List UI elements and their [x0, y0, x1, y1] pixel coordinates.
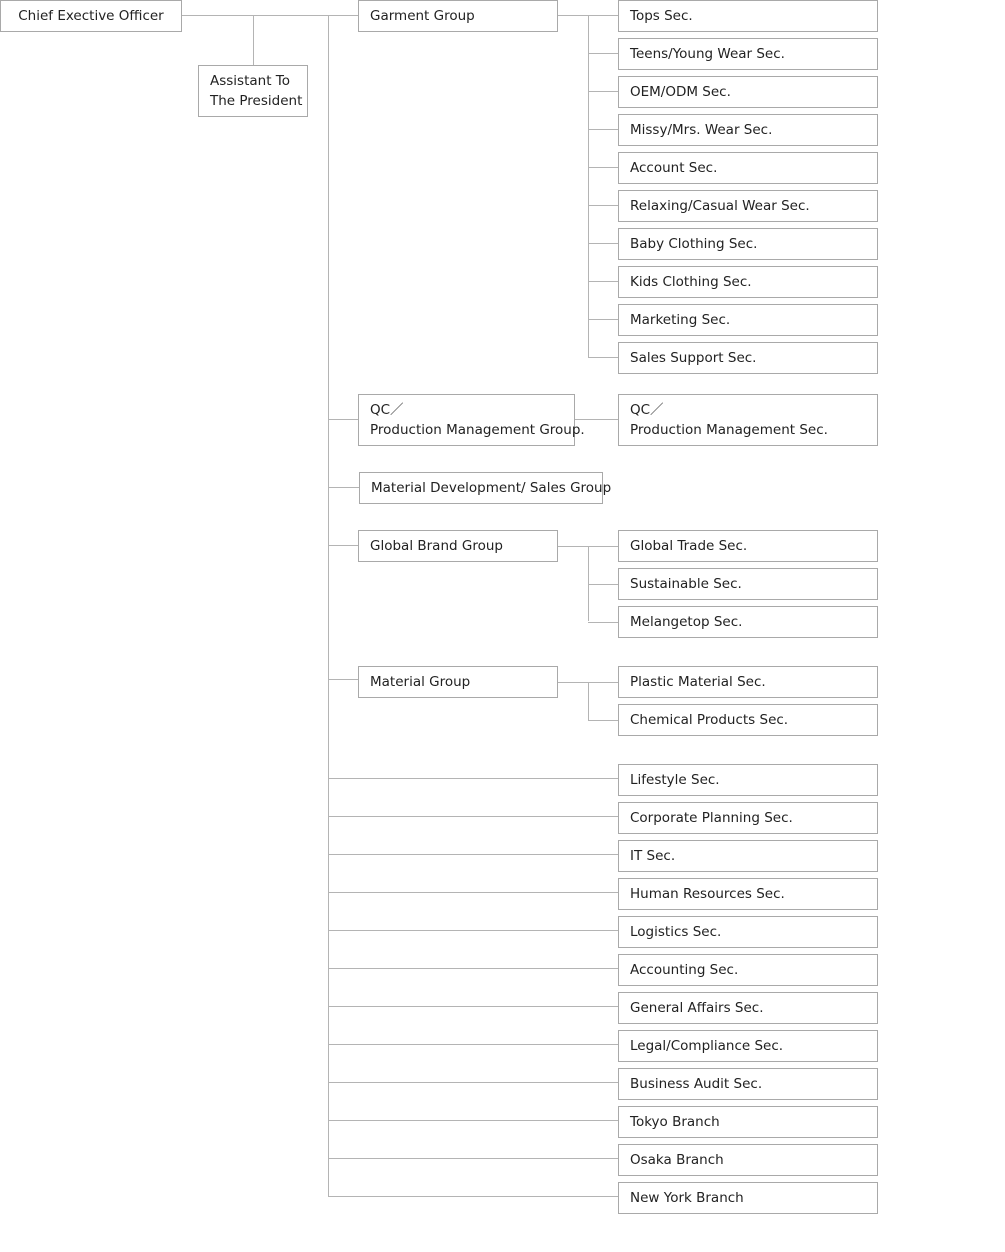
- connector-material-tick: [588, 682, 619, 683]
- connector-garment-tick: [588, 15, 619, 16]
- direct-section-label: General Affairs Sec.: [630, 1000, 764, 1016]
- connector-direct-line: [328, 1006, 619, 1007]
- direct-section-label: Corporate Planning Sec.: [630, 810, 793, 826]
- connector-garment-tick: [588, 357, 619, 358]
- connector-garment-tick: [588, 319, 619, 320]
- assistant-line1: Assistant To: [210, 73, 291, 89]
- direct-section-label: Legal/Compliance Sec.: [630, 1038, 784, 1054]
- connector-ceo-line: [181, 15, 359, 16]
- direct-section-box: [618, 840, 878, 872]
- connector-direct-line: [328, 1120, 619, 1121]
- garment-section-label: Teens/Young Wear Sec.: [630, 46, 785, 62]
- connector-direct-line: [328, 1082, 619, 1083]
- garment-group-label: Garment Group: [370, 8, 475, 24]
- garment-group-box: [358, 0, 558, 32]
- direct-section-box: [618, 954, 878, 986]
- direct-section-label: Business Audit Sec.: [630, 1076, 763, 1092]
- garment-section-box: [618, 38, 878, 70]
- garment-section-label: Account Sec.: [630, 160, 718, 176]
- direct-section-box: [618, 1030, 878, 1062]
- garment-section-label: Missy/Mrs. Wear Sec.: [630, 122, 773, 138]
- connector-direct-line: [328, 892, 619, 893]
- direct-section-label: Tokyo Branch: [630, 1114, 720, 1130]
- global-brand-section-label: Melangetop Sec.: [630, 614, 743, 630]
- global-brand-section-box: [618, 568, 878, 600]
- assistant-box: [198, 65, 308, 117]
- direct-section-box: [618, 1182, 878, 1214]
- qc-section-box: [618, 394, 878, 446]
- connector-direct-line: [328, 1196, 619, 1197]
- garment-section-label: OEM/ODM Sec.: [630, 84, 731, 100]
- garment-section-label: Kids Clothing Sec.: [630, 274, 752, 290]
- direct-section-label: Lifestyle Sec.: [630, 772, 720, 788]
- material-group-box: [358, 666, 558, 698]
- direct-section-box: [618, 1144, 878, 1176]
- direct-section-box: [618, 916, 878, 948]
- direct-section-box: [618, 1106, 878, 1138]
- garment-section-label: Marketing Sec.: [630, 312, 731, 328]
- direct-section-box: [618, 764, 878, 796]
- garment-section-box: [618, 228, 878, 260]
- direct-section-label: Human Resources Sec.: [630, 886, 785, 902]
- garment-section-box: [618, 114, 878, 146]
- connector-direct-line: [328, 930, 619, 931]
- qc-section-line1: QC／: [630, 402, 664, 418]
- connector-material-dev-group: [328, 487, 359, 488]
- global-brand-section-box: [618, 606, 878, 638]
- qc-section-line2: Production Management Sec.: [630, 422, 828, 438]
- garment-section-label: Baby Clothing Sec.: [630, 236, 758, 252]
- connector-main-trunk: [328, 15, 329, 1197]
- global-brand-group-box: [358, 530, 558, 562]
- connector-garment-tick: [588, 91, 619, 92]
- connector-garment-tick: [588, 129, 619, 130]
- material-section-box: [618, 704, 878, 736]
- direct-section-box: [618, 802, 878, 834]
- garment-section-label: Tops Sec.: [630, 8, 693, 24]
- direct-section-label: Logistics Sec.: [630, 924, 722, 940]
- connector-garment-tick: [588, 167, 619, 168]
- qc-group-line1: QC／: [370, 402, 404, 418]
- garment-section-label: Sales Support Sec.: [630, 350, 757, 366]
- qc-group-line2: Production Management Group.: [370, 422, 585, 438]
- material-section-label: Chemical Products Sec.: [630, 712, 789, 728]
- material-section-label: Plastic Material Sec.: [630, 674, 766, 690]
- connector-qc-out: [574, 419, 619, 420]
- ceo-box: [0, 0, 182, 32]
- global-brand-group-label: Global Brand Group: [370, 538, 503, 554]
- connector-garment-tick: [588, 281, 619, 282]
- connector-material-bus: [588, 682, 589, 720]
- assistant-line2: The President: [210, 93, 303, 109]
- direct-section-box: [618, 1068, 878, 1100]
- ceo-label: Chief Exective Officer: [18, 8, 164, 24]
- connector-qc-group: [328, 419, 359, 420]
- connector-material-tick: [588, 720, 619, 721]
- connector-direct-line: [328, 968, 619, 969]
- direct-section-box: [618, 992, 878, 1024]
- garment-section-box: [618, 304, 878, 336]
- garment-section-box: [618, 266, 878, 298]
- material-section-box: [618, 666, 878, 698]
- connector-garment-bus: [588, 15, 589, 358]
- global-brand-section-label: Global Trade Sec.: [630, 538, 748, 554]
- connector-global-brand-tick: [588, 584, 619, 585]
- connector-global-brand-group: [328, 545, 359, 546]
- direct-section-label: Osaka Branch: [630, 1152, 724, 1168]
- material-dev-group-box: [359, 472, 612, 504]
- connector-material-group: [328, 679, 359, 680]
- connector-direct-line: [328, 816, 619, 817]
- direct-section-label: New York Branch: [630, 1190, 744, 1206]
- qc-group-box: [358, 394, 585, 446]
- material-dev-group-label: Material Development/ Sales Group: [371, 480, 612, 496]
- direct-section-label: Accounting Sec.: [630, 962, 739, 978]
- garment-section-label: Relaxing/Casual Wear Sec.: [630, 198, 810, 214]
- connector-assistant-drop: [253, 15, 254, 66]
- connector-direct-line: [328, 778, 619, 779]
- material-group-label: Material Group: [370, 674, 471, 690]
- connector-garment-tick: [588, 243, 619, 244]
- garment-section-box: [618, 152, 878, 184]
- connector-direct-line: [328, 1158, 619, 1159]
- garment-section-box: [618, 342, 878, 374]
- direct-section-box: [618, 878, 878, 910]
- connector-direct-line: [328, 854, 619, 855]
- global-brand-section-label: Sustainable Sec.: [630, 576, 742, 592]
- connector-direct-line: [328, 1044, 619, 1045]
- direct-section-label: IT Sec.: [630, 848, 676, 864]
- global-brand-section-box: [618, 530, 878, 562]
- connector-garment-tick: [588, 205, 619, 206]
- garment-section-box: [618, 190, 878, 222]
- garment-section-box: [618, 0, 878, 32]
- connector-global-brand-tick: [588, 546, 619, 547]
- connector-global-brand-tick: [588, 622, 619, 623]
- connector-garment-tick: [588, 53, 619, 54]
- garment-section-box: [618, 76, 878, 108]
